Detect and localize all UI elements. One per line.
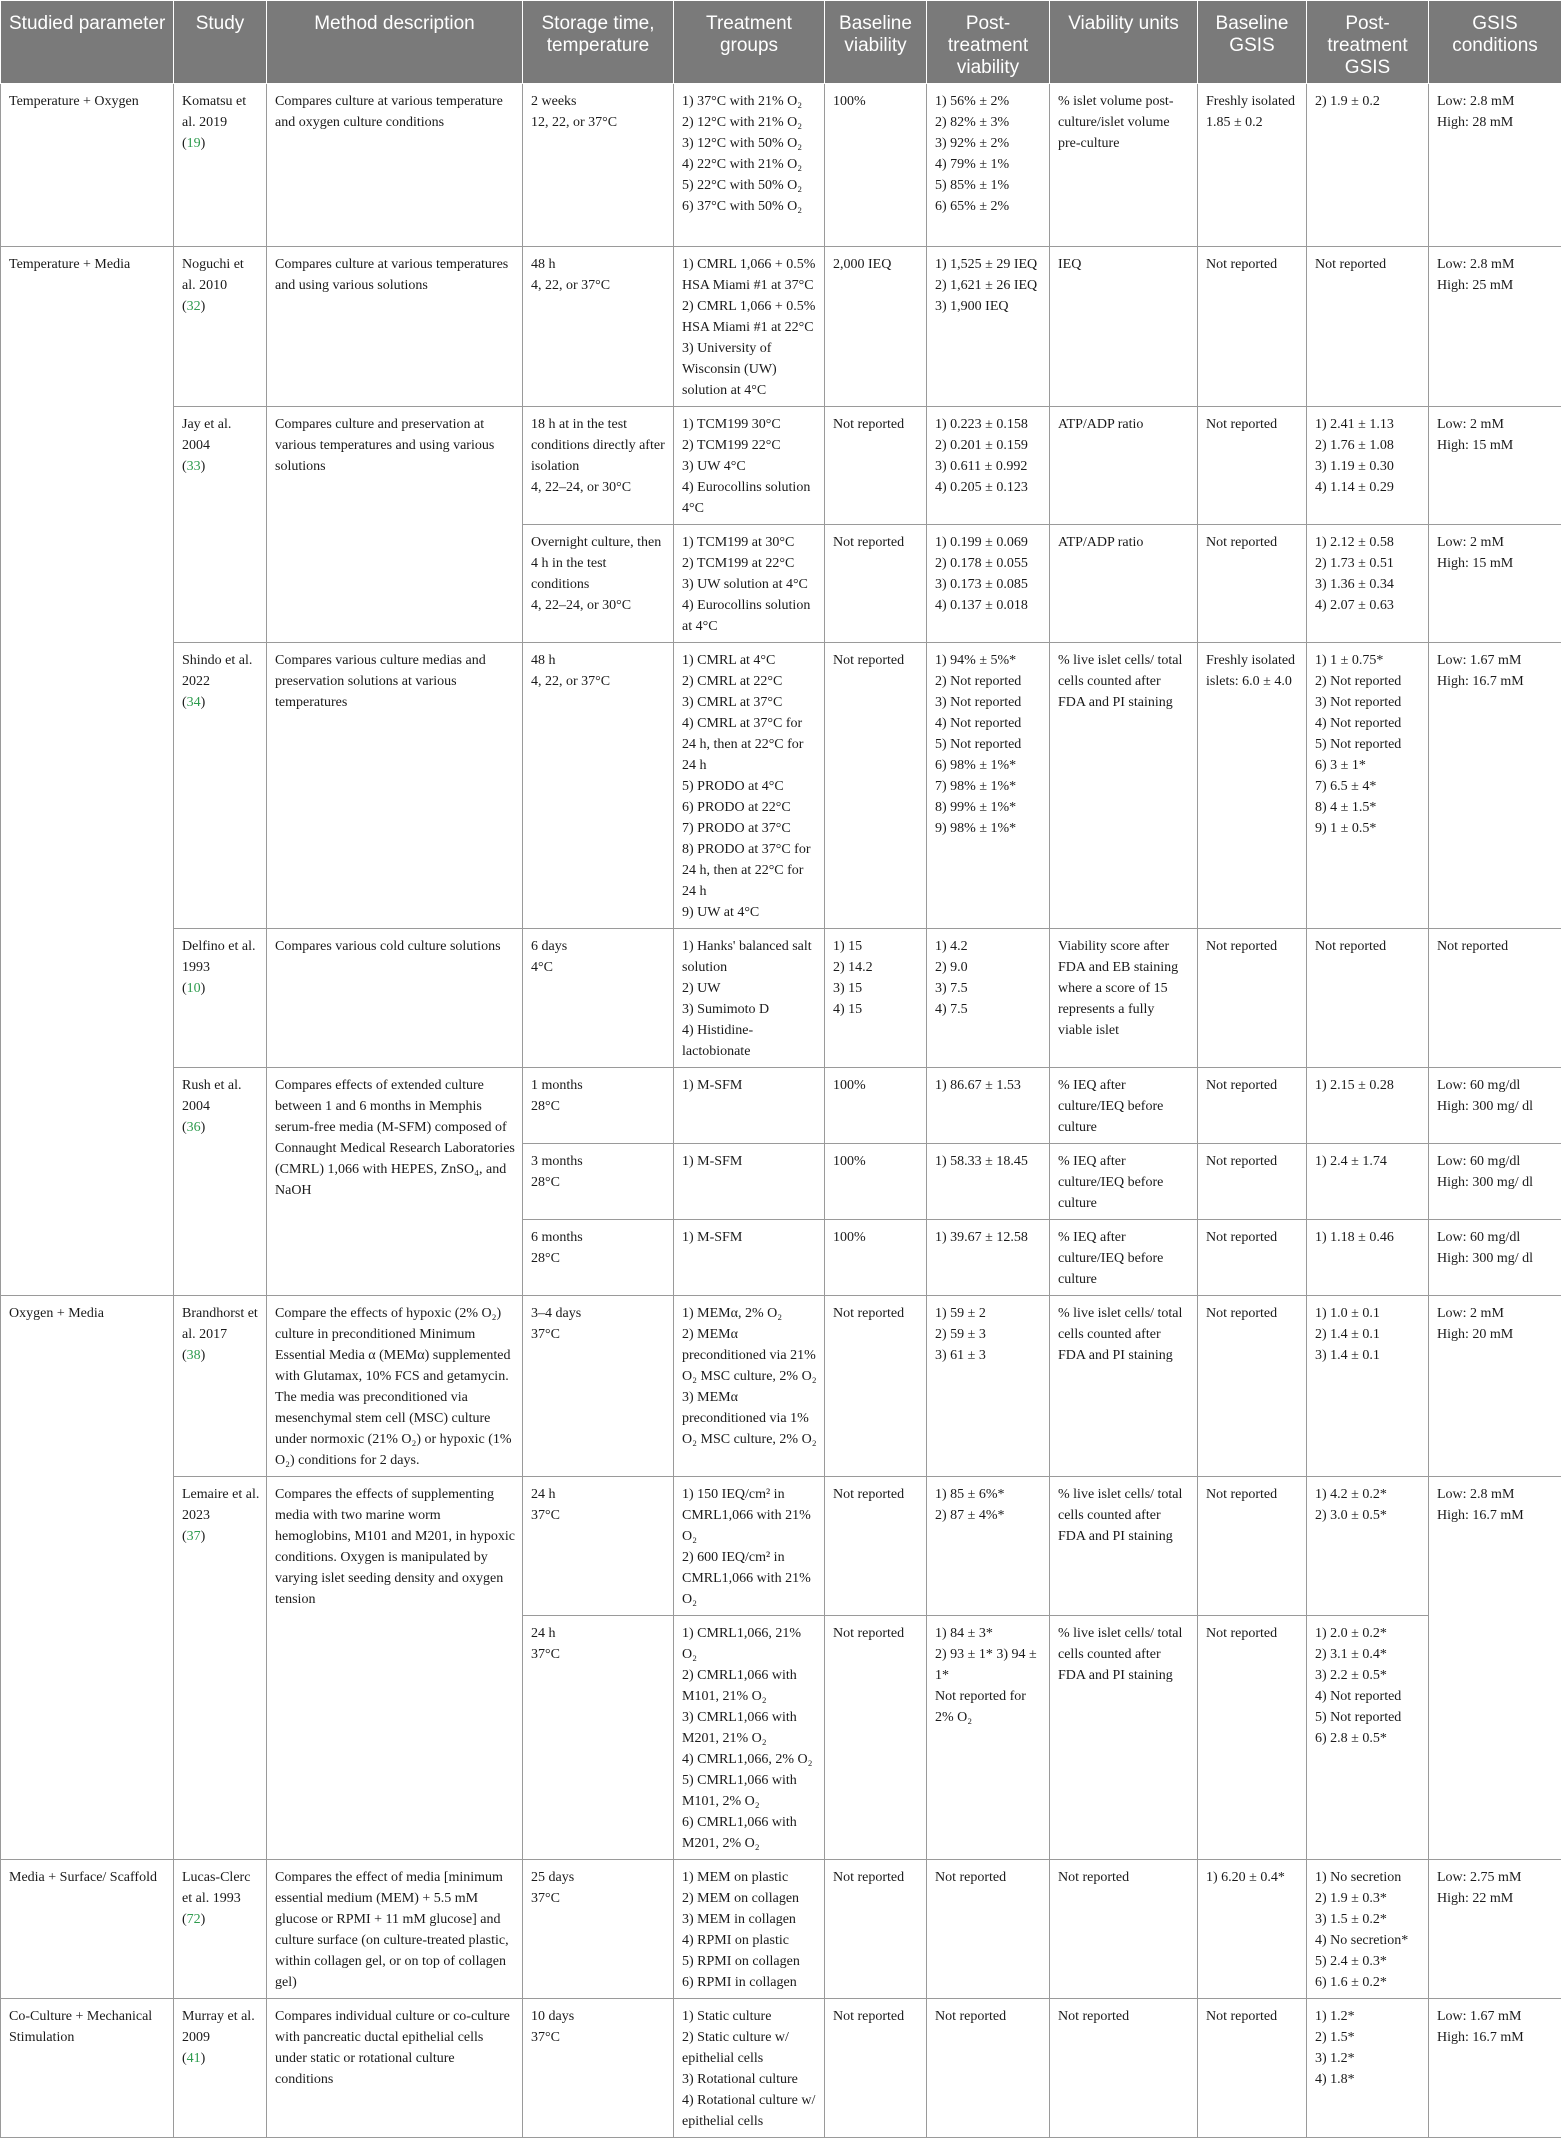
post-viability-cell: Not reported <box>927 1860 1050 1999</box>
ref-paren-open: ( <box>182 695 187 710</box>
study-cell <box>174 1860 267 1999</box>
header-studied-parameter: Studied parameter <box>1 1 174 84</box>
study-name: Lemaire et al. 2023 <box>182 1487 259 1523</box>
study-cell <box>174 643 267 929</box>
method-cell: Compares individual culture or co-culture with pancreatic ductal epithelial cells under static or rotational culture conditions <box>267 1999 523 2138</box>
study-name: Lucas-Clerc et al. 1993 <box>182 1870 250 1906</box>
storage-cell: 6 days 4°C <box>523 929 674 1068</box>
table-row <box>1 929 1561 1068</box>
post-gsis-cell: 1) 1.0 ± 0.1 2) 1.4 ± 0.1 3) 1.4 ± 0.1 <box>1307 1296 1429 1477</box>
reference-link[interactable]: 32 <box>187 299 201 314</box>
method-cell: Compares culture at various temperature and oxygen culture conditions <box>267 84 523 247</box>
baseline-gsis-cell: Not reported <box>1198 1296 1307 1477</box>
baseline-gsis-cell: Not reported <box>1198 929 1307 1068</box>
viability-units-cell: Viability score after FDA and EB staining where a score of 15 represents a fully viable islet <box>1050 929 1198 1068</box>
study-cell <box>174 407 267 643</box>
post-gsis-cell: 1) 4.2 ± 0.2* 2) 3.0 ± 0.5* <box>1307 1477 1429 1616</box>
gsis-conditions-cell: Low: 2 mM High: 20 mM <box>1429 1296 1561 1477</box>
method-cell: Compares culture at various temperatures and using various solutions <box>267 247 523 407</box>
treatment-groups-cell: 1) CMRL 1,066 + 0.5% HSA Miami #1 at 37°C 2) CMRL 1,066 + 0.5% HSA Miami #1 at 22°C 3) University of Wisconsin (UW) solution at 4°C <box>674 247 825 407</box>
treatment-groups-cell: 1) MEMα, 2% O₂ 2) MEMα preconditioned via 21% O₂ MSC culture, 2% O₂ 3) MEMα preconditioned via 1% O₂ MSC culture, 2% O₂ <box>674 1296 825 1477</box>
gsis-conditions-cell: Low: 2.8 mM High: 16.7 mM <box>1429 1477 1561 1860</box>
storage-cell: 1 months 28°C <box>523 1068 674 1144</box>
ref-paren-open: ( <box>182 1912 187 1927</box>
ref-paren-close: ) <box>201 1912 206 1927</box>
study-cell <box>174 1477 267 1860</box>
baseline-viability-cell: Not reported <box>825 525 927 643</box>
viability-units-cell: % live islet cells/ total cells counted after FDA and PI staining <box>1050 1296 1198 1477</box>
reference-link[interactable]: 72 <box>187 1912 201 1927</box>
baseline-viability-cell: Not reported <box>825 1860 927 1999</box>
study-name: Komatsu et al. 2019 <box>182 94 246 130</box>
storage-cell: 24 h 37°C <box>523 1477 674 1616</box>
ref-paren-open: ( <box>182 981 187 996</box>
table-row <box>1 407 1561 525</box>
gsis-conditions-cell: Low: 2.8 mM High: 25 mM <box>1429 247 1561 407</box>
ref-paren-open: ( <box>182 2051 187 2066</box>
ref-paren-close: ) <box>201 1529 206 1544</box>
ref-paren-open: ( <box>182 1120 187 1135</box>
method-cell: Compares various culture medias and preservation solutions at various temperatures <box>267 643 523 929</box>
post-viability-cell: 1) 56% ± 2% 2) 82% ± 3% 3) 92% ± 2% 4) 79% ± 1% 5) 85% ± 1% 6) 65% ± 2% <box>927 84 1050 247</box>
studied-parameter-cell: Temperature + Oxygen <box>1 84 174 247</box>
table-row <box>1 1477 1561 1616</box>
reference-link[interactable]: 37 <box>187 1529 201 1544</box>
gsis-conditions-cell: Low: 60 mg/dl High: 300 mg/ dl <box>1429 1144 1561 1220</box>
baseline-gsis-cell: Freshly isolated islets: 6.0 ± 4.0 <box>1198 643 1307 929</box>
method-cell: Compares effects of extended culture between 1 and 6 months in Memphis serum-free media (M-SFM) composed of Connaught Medical Research Laboratories (CMRL) 1,066 with HEPES, ZnSO₄, and NaOH <box>267 1068 523 1296</box>
ref-paren-close: ) <box>201 2051 206 2066</box>
header-storage-time: Storage time, temperature <box>523 1 674 84</box>
post-viability-cell: 1) 59 ± 2 2) 59 ± 3 3) 61 ± 3 <box>927 1296 1050 1477</box>
gsis-conditions-cell: Low: 60 mg/dl High: 300 mg/ dl <box>1429 1068 1561 1144</box>
storage-cell: 2 weeks 12, 22, or 37°C <box>523 84 674 247</box>
gsis-conditions-cell: Low: 2 mM High: 15 mM <box>1429 525 1561 643</box>
post-gsis-cell: 1) 1.2* 2) 1.5* 3) 1.2* 4) 1.8* <box>1307 1999 1429 2138</box>
method-cell: Compares the effect of media [minimum essential medium (MEM) + 5.5 mM glucose or RPMI + 11 mM glucose] and culture surface (on culture-treated plastic, within collagen gel, or on top of collagen gel) <box>267 1860 523 1999</box>
table-body <box>1 84 1561 2138</box>
table-row <box>1 1999 1561 2138</box>
ref-paren-close: ) <box>201 136 206 151</box>
baseline-gsis-cell: Not reported <box>1198 1616 1307 1860</box>
baseline-gsis-cell: Not reported <box>1198 525 1307 643</box>
gsis-conditions-cell: Low: 1.67 mM High: 16.7 mM <box>1429 643 1561 929</box>
post-viability-cell: 1) 86.67 ± 1.53 <box>927 1068 1050 1144</box>
baseline-gsis-cell: Not reported <box>1198 1999 1307 2138</box>
gsis-conditions-cell: Not reported <box>1429 929 1561 1068</box>
baseline-gsis-cell: Not reported <box>1198 1220 1307 1296</box>
post-gsis-cell: 1) 2.12 ± 0.58 2) 1.73 ± 0.51 3) 1.36 ± 0.34 4) 2.07 ± 0.63 <box>1307 525 1429 643</box>
gsis-conditions-cell: Low: 60 mg/dl High: 300 mg/ dl <box>1429 1220 1561 1296</box>
header-baseline-gsis: Baseline GSIS <box>1198 1 1307 84</box>
reference-link[interactable]: 33 <box>187 459 201 474</box>
ref-paren-close: ) <box>201 695 206 710</box>
post-gsis-cell: 2) 1.9 ± 0.2 <box>1307 84 1429 247</box>
baseline-viability-cell: 100% <box>825 84 927 247</box>
viability-units-cell: % live islet cells/ total cells counted after FDA and PI staining <box>1050 1616 1198 1860</box>
storage-cell: 24 h 37°C <box>523 1616 674 1860</box>
post-gsis-cell: 1) No secretion 2) 1.9 ± 0.3* 3) 1.5 ± 0.2* 4) No secretion* 5) 2.4 ± 0.3* 6) 1.6 ± 0.2* <box>1307 1860 1429 1999</box>
ref-paren-close: ) <box>201 299 206 314</box>
header-treatment-groups: Treatment groups <box>674 1 825 84</box>
treatment-groups-cell: 1) CMRL1,066, 21% O₂ 2) CMRL1,066 with M101, 21% O₂ 3) CMRL1,066 with M201, 21% O₂ 4) CMRL1,066, 2% O₂ 5) CMRL1,066 with M101, 2% O₂ 6) CMRL1,066 with M201, 2% O₂ <box>674 1616 825 1860</box>
post-viability-cell: 1) 84 ± 3* 2) 93 ± 1* 3) 94 ± 1* Not reported for 2% O₂ <box>927 1616 1050 1860</box>
treatment-groups-cell: 1) M-SFM <box>674 1144 825 1220</box>
baseline-viability-cell: Not reported <box>825 407 927 525</box>
ref-paren-close: ) <box>201 1120 206 1135</box>
ref-paren-open: ( <box>182 299 187 314</box>
header-study: Study <box>174 1 267 84</box>
study-name: Shindo et al. 2022 <box>182 653 252 689</box>
baseline-gsis-cell: Not reported <box>1198 1144 1307 1220</box>
study-cell <box>174 929 267 1068</box>
viability-units-cell: Not reported <box>1050 1860 1198 1999</box>
header-baseline-viability: Baseline viability <box>825 1 927 84</box>
method-cell: Compares various cold culture solutions <box>267 929 523 1068</box>
ref-paren-close: ) <box>201 459 206 474</box>
ref-paren-open: ( <box>182 136 187 151</box>
viability-units-cell: % live islet cells/ total cells counted after FDA and PI staining <box>1050 1477 1198 1616</box>
post-viability-cell: 1) 0.199 ± 0.069 2) 0.178 ± 0.055 3) 0.173 ± 0.085 4) 0.137 ± 0.018 <box>927 525 1050 643</box>
baseline-gsis-cell: Not reported <box>1198 407 1307 525</box>
baseline-viability-cell: 100% <box>825 1144 927 1220</box>
reference-link[interactable]: 36 <box>187 1120 201 1135</box>
baseline-viability-cell: 1) 15 2) 14.2 3) 15 4) 15 <box>825 929 927 1068</box>
studied-parameter-cell: Co-Culture + Mechanical Stimulation <box>1 1999 174 2138</box>
study-cell <box>174 84 267 247</box>
storage-cell: 3–4 days 37°C <box>523 1296 674 1477</box>
viability-units-cell: % IEQ after culture/IEQ before culture <box>1050 1144 1198 1220</box>
post-gsis-cell: 1) 2.4 ± 1.74 <box>1307 1144 1429 1220</box>
post-viability-cell: 1) 58.33 ± 18.45 <box>927 1144 1050 1220</box>
post-gsis-cell: 1) 2.0 ± 0.2* 2) 3.1 ± 0.4* 3) 2.2 ± 0.5* 4) Not reported 5) Not reported 6) 2.8 ± 0.5* <box>1307 1616 1429 1860</box>
treatment-groups-cell: 1) 37°C with 21% O₂ 2) 12°C with 21% O₂ 3) 12°C with 50% O₂ 4) 22°C with 21% O₂ 5) 22°C with 50% O₂ 6) 37°C with 50% O₂ <box>674 84 825 247</box>
treatment-groups-cell: 1) CMRL at 4°C 2) CMRL at 22°C 3) CMRL at 37°C 4) CMRL at 37°C for 24 h, then at 22°C for 24 h 5) PRODO at 4°C 6) PRODO at 22°C 7) PRODO at 37°C 8) PRODO at 37°C for 24 h, then at 22°C for 24 h 9) UW at 4°C <box>674 643 825 929</box>
treatment-groups-cell: 1) Static culture 2) Static culture w/ epithelial cells 3) Rotational culture 4) Rotational culture w/ epithelial cells <box>674 1999 825 2138</box>
studied-parameter-cell: Oxygen + Media <box>1 1296 174 1860</box>
study-name: Delfino et al. 1993 <box>182 939 255 975</box>
viability-units-cell: ATP/ADP ratio <box>1050 407 1198 525</box>
reference-link[interactable]: 38 <box>187 1348 201 1363</box>
study-name: Noguchi et al. 2010 <box>182 257 244 293</box>
study-name: Brandhorst et al. 2017 <box>182 1306 258 1342</box>
post-gsis-cell: 1) 1.18 ± 0.46 <box>1307 1220 1429 1296</box>
ref-paren-open: ( <box>182 459 187 474</box>
studied-parameter-cell: Temperature + Media <box>1 247 174 1296</box>
baseline-viability-cell: 2,000 IEQ <box>825 247 927 407</box>
table-row <box>1 1068 1561 1144</box>
storage-cell: 18 h at in the test conditions directly after isolation 4, 22–24, or 30°C <box>523 407 674 525</box>
reference-link[interactable]: 41 <box>187 2051 201 2066</box>
method-cell: Compare the effects of hypoxic (2% O₂) culture in preconditioned Minimum Essential Media α (MEMα) supplemented with Glutamax, 10% FCS and getamycin. The media was preconditioned via mesenchymal stem cell (MSC) culture under normoxic (21% O₂) or hypoxic (1% O₂) conditions for 2 days. <box>267 1296 523 1477</box>
storage-cell: 10 days 37°C <box>523 1999 674 2138</box>
post-viability-cell: Not reported <box>927 1999 1050 2138</box>
viability-units-cell: % IEQ after culture/IEQ before culture <box>1050 1068 1198 1144</box>
treatment-groups-cell: 1) TCM199 30°C 2) TCM199 22°C 3) UW 4°C 4) Eurocollins solution 4°C <box>674 407 825 525</box>
post-viability-cell: 1) 39.67 ± 12.58 <box>927 1220 1050 1296</box>
storage-cell: 48 h 4, 22, or 37°C <box>523 247 674 407</box>
post-gsis-cell: 1) 1 ± 0.75* 2) Not reported 3) Not reported 4) Not reported 5) Not reported 6) 3 ± 1* 7) 6.5 ± 4* 8) 4 ± 1.5* 9) 1 ± 0.5* <box>1307 643 1429 929</box>
baseline-gsis-cell: Not reported <box>1198 1477 1307 1616</box>
table-row <box>1 643 1561 929</box>
baseline-viability-cell: Not reported <box>825 1296 927 1477</box>
ref-paren-open: ( <box>182 1529 187 1544</box>
storage-cell: 25 days 37°C <box>523 1860 674 1999</box>
header-method-description: Method description <box>267 1 523 84</box>
ref-paren-close: ) <box>201 1348 206 1363</box>
baseline-viability-cell: 100% <box>825 1220 927 1296</box>
treatment-groups-cell: 1) M-SFM <box>674 1220 825 1296</box>
gsis-conditions-cell: Low: 2.8 mM High: 28 mM <box>1429 84 1561 247</box>
treatment-groups-cell: 1) TCM199 at 30°C 2) TCM199 at 22°C 3) UW solution at 4°C 4) Eurocollins solution at 4°C <box>674 525 825 643</box>
reference-link[interactable]: 19 <box>187 136 201 151</box>
table-row <box>1 1860 1561 1999</box>
table-row <box>1 84 1561 247</box>
treatment-groups-cell: 1) MEM on plastic 2) MEM on collagen 3) MEM in collagen 4) RPMI on plastic 5) RPMI on collagen 6) RPMI in collagen <box>674 1860 825 1999</box>
method-cell: Compares the effects of supplementing media with two marine worm hemoglobins, M101 and M201, in hypoxic conditions. Oxygen is manipulated by varying islet seeding density and oxygen tension <box>267 1477 523 1860</box>
method-cell: Compares culture and preservation at various temperatures and using various solutions <box>267 407 523 643</box>
gsis-conditions-cell: Low: 1.67 mM High: 16.7 mM <box>1429 1999 1561 2138</box>
studied-parameter-cell: Media + Surface/ Scaffold <box>1 1860 174 1999</box>
post-viability-cell: 1) 94% ± 5%* 2) Not reported 3) Not reported 4) Not reported 5) Not reported 6) 98% ± 1%* 7) 98% ± 1%* 8) 99% ± 1%* 9) 98% ± 1%* <box>927 643 1050 929</box>
reference-link[interactable]: 34 <box>187 695 201 710</box>
viability-units-cell: ATP/ADP ratio <box>1050 525 1198 643</box>
viability-units-cell: % IEQ after culture/IEQ before culture <box>1050 1220 1198 1296</box>
baseline-viability-cell: Not reported <box>825 1999 927 2138</box>
header-viability-units: Viability units <box>1050 1 1198 84</box>
post-viability-cell: 1) 1,525 ± 29 IEQ 2) 1,621 ± 26 IEQ 3) 1,900 IEQ <box>927 247 1050 407</box>
header-row <box>1 1 1561 84</box>
treatment-groups-cell: 1) M-SFM <box>674 1068 825 1144</box>
viability-units-cell: Not reported <box>1050 1999 1198 2138</box>
study-cell <box>174 247 267 407</box>
baseline-viability-cell: Not reported <box>825 1616 927 1860</box>
baseline-viability-cell: Not reported <box>825 1477 927 1616</box>
baseline-gsis-cell: Not reported <box>1198 247 1307 407</box>
baseline-gsis-cell: Freshly isolated 1.85 ± 0.2 <box>1198 84 1307 247</box>
treatment-groups-cell: 1) 150 IEQ/cm² in CMRL1,066 with 21% O₂ 2) 600 IEQ/cm² in CMRL1,066 with 21% O₂ <box>674 1477 825 1616</box>
table-row <box>1 1296 1561 1477</box>
header-post-treatment-gsis: Post-treatment GSIS <box>1307 1 1429 84</box>
table-row <box>1 247 1561 407</box>
storage-cell: Overnight culture, then 4 h in the test conditions 4, 22–24, or 30°C <box>523 525 674 643</box>
study-name: Rush et al. 2004 <box>182 1078 242 1114</box>
header-gsis-conditions: GSIS conditions <box>1429 1 1561 84</box>
baseline-viability-cell: Not reported <box>825 643 927 929</box>
post-gsis-cell: 1) 2.15 ± 0.28 <box>1307 1068 1429 1144</box>
study-name: Jay et al. 2004 <box>182 417 231 453</box>
study-name: Murray et al. 2009 <box>182 2009 255 2045</box>
study-cell <box>174 1999 267 2138</box>
storage-cell: 48 h 4, 22, or 37°C <box>523 643 674 929</box>
viability-units-cell: IEQ <box>1050 247 1198 407</box>
post-gsis-cell: Not reported <box>1307 929 1429 1068</box>
post-gsis-cell: 1) 2.41 ± 1.13 2) 1.76 ± 1.08 3) 1.19 ± 0.30 4) 1.14 ± 0.29 <box>1307 407 1429 525</box>
baseline-gsis-cell: Not reported <box>1198 1068 1307 1144</box>
post-viability-cell: 1) 4.2 2) 9.0 3) 7.5 4) 7.5 <box>927 929 1050 1068</box>
viability-units-cell: % islet volume post-culture/islet volume pre-culture <box>1050 84 1198 247</box>
study-cell <box>174 1296 267 1477</box>
ref-paren-close: ) <box>201 981 206 996</box>
baseline-gsis-cell: 1) 6.20 ± 0.4* <box>1198 1860 1307 1999</box>
ref-paren-open: ( <box>182 1348 187 1363</box>
storage-cell: 6 months 28°C <box>523 1220 674 1296</box>
gsis-conditions-cell: Low: 2.75 mM High: 22 mM <box>1429 1860 1561 1999</box>
header-post-treatment-viability: Post-treatment viability <box>927 1 1050 84</box>
post-gsis-cell: Not reported <box>1307 247 1429 407</box>
treatment-groups-cell: 1) Hanks' balanced salt solution 2) UW 3) Sumimoto D 4) Histidine-lactobionate <box>674 929 825 1068</box>
study-cell <box>174 1068 267 1296</box>
gsis-conditions-cell: Low: 2 mM High: 15 mM <box>1429 407 1561 525</box>
baseline-viability-cell: 100% <box>825 1068 927 1144</box>
viability-units-cell: % live islet cells/ total cells counted after FDA and PI staining <box>1050 643 1198 929</box>
post-viability-cell: 1) 85 ± 6%* 2) 87 ± 4%* <box>927 1477 1050 1616</box>
storage-cell: 3 months 28°C <box>523 1144 674 1220</box>
reference-link[interactable]: 10 <box>187 981 201 996</box>
post-viability-cell: 1) 0.223 ± 0.158 2) 0.201 ± 0.159 3) 0.611 ± 0.992 4) 0.205 ± 0.123 <box>927 407 1050 525</box>
